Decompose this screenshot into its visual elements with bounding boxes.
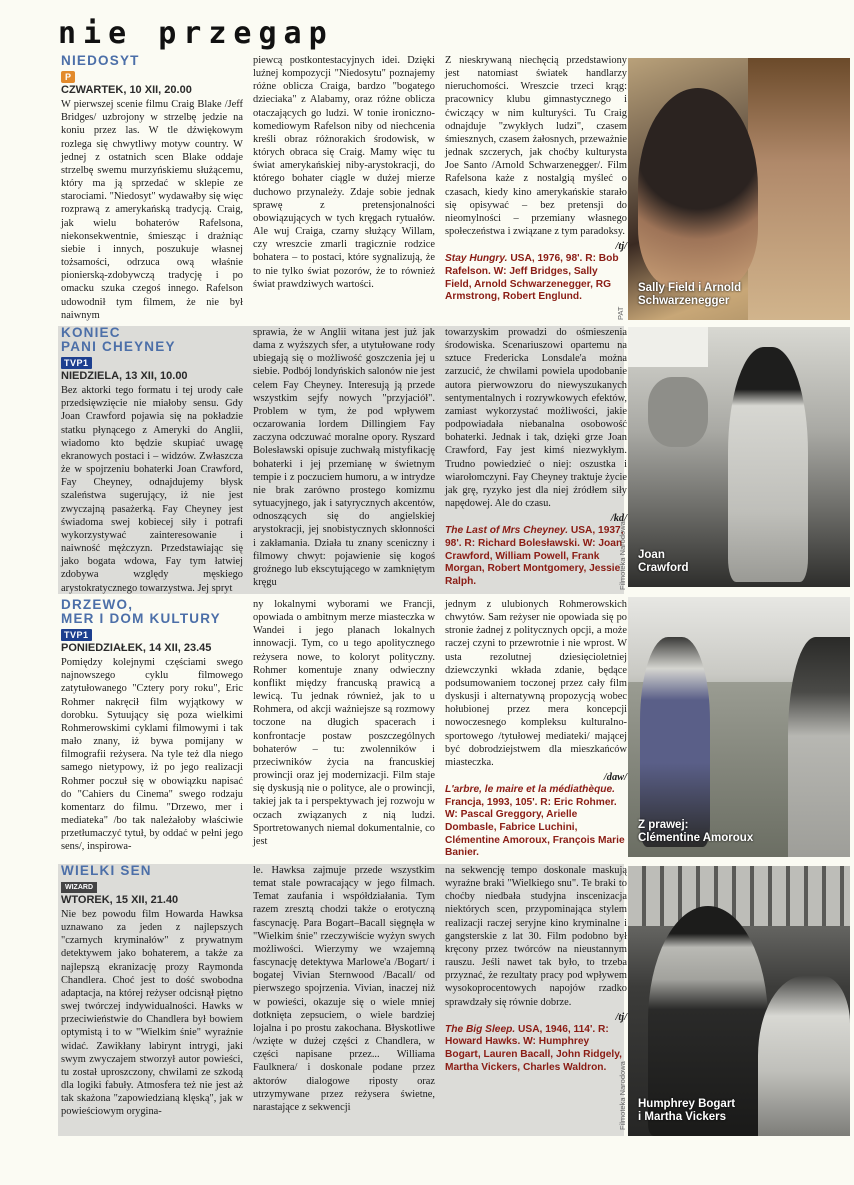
page-title: nie przegap	[58, 16, 334, 51]
article-column-3	[445, 598, 627, 860]
film-credits-text: USA, 1937, 98'. R: Richard Bolesławski. W: Joan Crawford, William Powell, Frank Morgan, Robert Montgomery, Jessie Ralph.	[445, 525, 624, 587]
airtime: WTOREK, 15 XII, 21.40	[61, 894, 179, 906]
article-column-2	[253, 864, 435, 1136]
author-signature: /tj/	[615, 1011, 627, 1023]
photo-blinds	[628, 866, 850, 926]
photo-rohmer-film	[628, 597, 850, 857]
photo-figure-woman	[758, 976, 850, 1136]
tvp1-logo-icon: TVP1	[61, 357, 92, 369]
article-text: Z nieskrywaną niechęcią przedstawiony jest natomiast światek handlarzy nieruchomości. Wreszcie trzeci krąg: pracownicy klubu gimnastycznego i ćwiczący w nim kulturyści. Tu Craig odnajduje "zwykłych ludzi", czasem śmiesznych, czasem żałosnych, przeważnie jednak szczerych, jak choćby kulturysta Joe Santo /Arnold Schwarzenegger/. Film Rafelsona każe z nostalgią myśleć o czasach, kiedy kino amerykańskie starało się opisywać – bez pretensji do nieomylności – przemiany własnego społeczeństwa i związane z tym paradoksy.	[445, 55, 627, 238]
film-credits-text: Francja, 1993, 105'. R: Eric Rohmer. W: Pascal Greggory, Arielle Dombasle, Fabrice Luchini, Clémentine Amoroux, François Marie Banier.	[445, 796, 625, 859]
article-text: piewcą postkontestacyjnych idei. Dzięki luźnej kompozycji "Niedosytu" poznajemy różne oblicza Craiga, bardzo "bogatego dzieciaka" z Alabamy, oraz różne oblicza otaczających go ludzi. W tonie ironiczno-komediowym Rafelson niby od niechcenia kreśli obraz różnorakich środowisk, w których obraca się Craig. Mamy więc tu świat amerykańskiej niby-arystokracji, do którego bohater ciągle w dużej mierze duchowo przynależy. Zdaje sobie jednak sprawę z pretensjonalności obowiązujących w tych kręgach rytuałów. Ale wuj Craiga, czarny służący Willam, czy wreszcie zmarli tragicznie rodzice bohatera – to postaci, które sygnalizują, że to nie tylko świat pozorów, że to również świat prawdziwych wartości.	[253, 55, 435, 290]
photo-caption: Joan Crawford	[638, 549, 689, 574]
film-title: L'arbre, le maire et la médiathèque.	[445, 784, 616, 796]
airtime: CZWARTEK, 10 XII, 20.00	[61, 84, 192, 97]
film-credits-text: USA, 1946, 114'. R: Howard Hawks. W: Humphrey Bogart, Lauren Bacall, John Ridgely, Martha Vickers, Charles Waldron.	[445, 1023, 622, 1073]
photo-stay-hungry	[628, 58, 850, 320]
article-text: Pomiędzy kolejnymi częściami swego najnowszego cyklu filmowego zatytułowanego "Cztery pory roku", Eric Rohmer nakręcił film wyjątkowy w dorobku. Sytuujący się poza wielkimi Rohmerowskimi cyklami filmowymi i tak mało znany, iż bywa pomijany w filmografii reżysera. Na tyle też dla niego samego nietypowy, iż po jego realizacji Rohmer poczuł się w obowiązku napisać do "Cahiers du Cinema" swego rodzaju komentarz do filmu. "Drzewo, mer i mediateka" /bo tak należałoby właściwie przetłumaczyć tytuł, by oddać w pełni jego sens/, inspirowa-	[61, 657, 243, 853]
article-heading: WIELKI SEN	[61, 863, 152, 878]
photo-window	[628, 327, 708, 367]
article-column-1	[61, 598, 243, 860]
author-signature: /daw/	[603, 772, 627, 784]
photo-figure-woman	[638, 88, 758, 288]
tvp1-logo-icon: TVP1	[61, 629, 92, 641]
wizard-logo-icon: WIZARD	[61, 882, 97, 893]
polsat-logo-icon: P	[61, 71, 75, 83]
article-column-1	[61, 326, 243, 595]
article-text: towarzyskim prowadzi do ośmieszenia środowiska. Scenariuszowi opartemu na sztuce Fredericka Lonsdale'a można zarzucić, że chwilami powiela upodobanie autora pierwowzoru do niewyszukanych sentymentalnych i rozrywkowych efektów, zamiast wykorzystać możliwości, jakie podpowiadała niebanalna osobowość bohaterki. Jednak i tak, dzięki grze Joan Crawford, Fay jest kimś niezwykłym. Trudno powiedzieć o niej: oszustka i wiarołomczyni. Fay Cheyney traktuje życie jak grę, ryzyko jest dla niej źródłem siły napędowej. Ale do czasu.	[445, 327, 627, 510]
photo-credit: PAT	[616, 306, 625, 320]
article-column-2	[253, 326, 435, 595]
film-title: The Last of Mrs Cheyney.	[445, 525, 569, 537]
film-credits	[445, 525, 627, 588]
photo-caption: Sally Field i Arnold Schwarzenegger	[638, 282, 742, 307]
article-column-3	[445, 326, 627, 595]
article-drzewo-mer-i-dom-kultury	[58, 597, 627, 860]
photo-figure-man	[640, 637, 710, 847]
channel-logo	[61, 70, 243, 84]
article-column-1	[61, 864, 243, 1136]
airtime: NIEDZIELA, 13 XII, 10.00	[61, 370, 188, 383]
photo-statuette	[648, 377, 708, 447]
photo-credit: Filmoteka Narodowa	[618, 521, 627, 590]
article-column-2	[253, 598, 435, 860]
article-text: le. Hawksa zajmuje przede wszystkim temat stale powracający w jego filmach. Temat zaufania i współdziałania. Tym razem zresztą chodzi także o erotyczną fascynację. Para Bogart–Bacall sięgnęła w "Wielkim śnie" rzeczywiście wyżyn swych możliwości. Wierzymy we wzajemną fascynację detektywa Marlowe'a /Bogart/ i bogatej Vivian Sternwood /Bacall/ od pierwszego spojrzenia. Vivian, inaczej niż w powieści, okazuje się o wiele mniej dotknięta zepsuciem, o wiele bardziej lojalna i po prostu zakochana. Błyskotliwe /wzięte w dużej części z Chandlera, w części napisane przez... Williama Faulknera/ i doskonale podane przez aktorów dialogowe riposty oraz utrzymywane przez reżysera świetne, narastające z sekwencji	[253, 865, 435, 1113]
article-heading: KONIEC PANI CHEYNEY	[61, 325, 176, 354]
article-column-1	[61, 54, 243, 324]
photo-joan-crawford	[628, 327, 850, 587]
article-text: sprawia, że w Anglii witana jest już jak dama z wyższych sfer, a utytułowane rody ubiegają się o możliwość goszczenia jej u siebie. Podbój londyńskich salonów nie jest celem Fay Cheyney. Interesują ją przede wszystkim sejfy nowych "przyjaciół". Problem w tym, że pod wpływem oczarowania lordem Dillingiem Fay zaczyna odczuwać moralne opory. Ryszard Bolesławski opisuje zuchwałą mistyfikację bohaterki i jej przemianę w świetnym tempie i z poczuciem humoru, a w intrydze nie brak zarówno prostego komizmu sytuacyjnego, jak i satyrycznych akcentów, odnoszących się do angielskiej arystokracji, jej snobistycznych skłonności i zakłamania. Działa tu znany sceniczny i filmowy chwyt: pojawienie się kogoś groźnego lub ekscytującego w zamkniętym kręgu	[253, 327, 435, 588]
photo-figure-girl	[788, 637, 850, 857]
article-wielki-sen	[58, 863, 627, 1136]
article-heading: DRZEWO, MER I DOM KULTURY	[61, 597, 221, 626]
article-text: Nie bez powodu film Howarda Hawksa uznawano za jeden z najlepszych "czarnych kryminałów" z prywatnym detektywem jako bohaterem, a także za najlepszą ekranizację prozy Raymonda Chandlera. Choć jest to dość swobodna adaptacja, na której reżyser odcisnął piętno swej twórczej indywidualności. Hawks w przeciwieństwie do Chandlera był bowiem optymistą i to w "Wielkim śnie" wyraźnie widać. Zawikłany labirynt intrygi, jaki swym zwyczajem stworzył autor powieści, tu został uproszczony, chwilami ze szkodą dla logiki fabuły. Atmosfera też nie jest aż tak skażona "zapowiedzianą klęską", jak w powieściowym orygina-	[61, 909, 243, 1118]
photo-figure-man	[748, 58, 850, 320]
article-column-3	[445, 54, 627, 324]
article-text: ny lokalnymi wyborami we Francji, opowiada o ambitnym merze miasteczka w Wandei i jego planach lokalnych innowacji. Tym, co u tego apolitycznego reżysera nowe, to koloryt polityczny. Rohmer komentuje znany odwieczny konflikt między francuską prawicą a lewicą. Tu jednak również, jak to u Rohmera, od akcji ważniejsze są rozmowy toczone na długich spacerach i konfrontacje postaw poszczególnych bohaterów – tu: zwolenników i przeciwników życia na francuskiej prowincji oraz jej modernizacji. Film staje się dyskusją nie o polityce, ale o prowincji, takiej jak ta i perspektywach jej rozwoju w oczach związanych z nią ludzi. Sportretowanych niemal dokumentalnie, co jest	[253, 599, 435, 847]
article-koniec-pani-cheyney	[58, 325, 627, 594]
channel-logo	[61, 880, 243, 894]
film-title: Stay Hungry.	[445, 253, 508, 265]
article-text: jednym z ulubionych Rohmerowskich chwytów. Sam reżyser nie opowiada się po stronie żadnej z politycznych opcji, a może raczej czyni to przewrotnie i nie wprost. W usta rezolutnej dziesięcioletniej dziewczynki wkłada zdanie, będące podsumowaniem toczonej przez cały film dyskusji i alternatywną propozycją wobec hołubionej przez mera koncepcji nowoczesnego kompleksu kulturalno-sportowego /tytułowej mediateki/ mającej być dobrodziejstwem dla mieszkańców miasteczka.	[445, 599, 627, 768]
film-title: The Big Sleep.	[445, 1023, 516, 1035]
photo-figure-woman	[728, 347, 808, 582]
author-signature: /tj/	[615, 241, 627, 253]
article-heading: NIEDOSYT	[61, 53, 140, 68]
photo-big-sleep	[628, 866, 850, 1136]
photo-caption: Z prawej: Clémentine Amoroux	[638, 819, 754, 844]
film-credits	[445, 1024, 627, 1074]
photo-credit: Filmoteka Narodowa	[618, 1061, 627, 1130]
film-credits-text: USA, 1976, 98'. R: Bob Rafelson. W: Jeff Bridges, Sally Field, Arnold Schwarzenegger, RG Armstrong, Robert Englund.	[445, 253, 619, 303]
author-signature: /kd/	[610, 513, 627, 525]
article-niedosyt	[58, 53, 627, 324]
article-column-3	[445, 864, 627, 1136]
article-column-2	[253, 54, 435, 324]
channel-logo	[61, 356, 243, 370]
film-credits	[445, 253, 627, 303]
photo-caption: Humphrey Bogart i Martha Vickers	[638, 1098, 736, 1123]
article-text: W pierwszej scenie filmu Craig Blake /Jeff Bridges/ uzbrojony w strzelbę jedzie na koniu przez las. W tle dźwiękowym rozlega się chwytliwy motyw country. W jednej z ostatnich scen Blake oddaje strzelbę swemu murzyńskiemu służącemu, który ma ją sprzedać w sklepie ze starociami. "Niedosyt" wydawałby się więc rozprawą z amerykańską tradycją. Craig, jak wielu bohaterów Rafelsona, niekonsekwentnie, śmiesząc i drażniąc siebie i innych, poszukuje własnej tożsamości, odrzuca ową właśnie pionierską-zdobywczą tradycję i po omacku szuka czegoś innego. Rafelson udowodnił tym filmem, że nie był naiwnym	[61, 99, 243, 321]
film-credits	[445, 784, 627, 860]
article-text: Bez aktorki tego formatu i tej urody całe przedsięwzięcie nie miałoby sensu. Gdy Joan Crawford pojawia się na pokładzie statku płynącego z Ameryki do Anglii, wiadomo kto będzie skupiać uwagę ekranowych postaci i – widzów. Zwłaszcza że w spojrzeniu bohaterki Joan Crawford, Fay Cheyney, odnajdujemy błysk szaleństwa sugerujący, iż nie jest zwyczajną pasażerką. Fay Cheyney jest świadoma swej kobiecej siły i potrafi wykorzystywać zainteresowanie i naiwność mężczyzn. Przedstawiając się jako bogata wdowa, Fay tym łatwiej zdobywa względy męskiego arystokratycznego towarzystwa. Jej spryt	[61, 385, 243, 594]
airtime: PONIEDZIAŁEK, 14 XII, 23.45	[61, 642, 212, 655]
article-text: na sekwencję tempo doskonale maskują wyraźne braki "Wielkiego snu". Te braki to choćby niedbała studyjna inscenizacja niektórych scen, przypominająca stylem realizacji raczej seryjne kino kryminalne i gangsterskie z lat 30. Film podobno był kręcony przez twórców na nieustannym rauszu. Jeśli nawet tak było, to trzeba przyznać, że rezultaty pracy pod wpływem wysokoprocentowych napojów rzadko sprawdzały się równie dobrze.	[445, 865, 627, 1008]
channel-logo	[61, 628, 243, 642]
